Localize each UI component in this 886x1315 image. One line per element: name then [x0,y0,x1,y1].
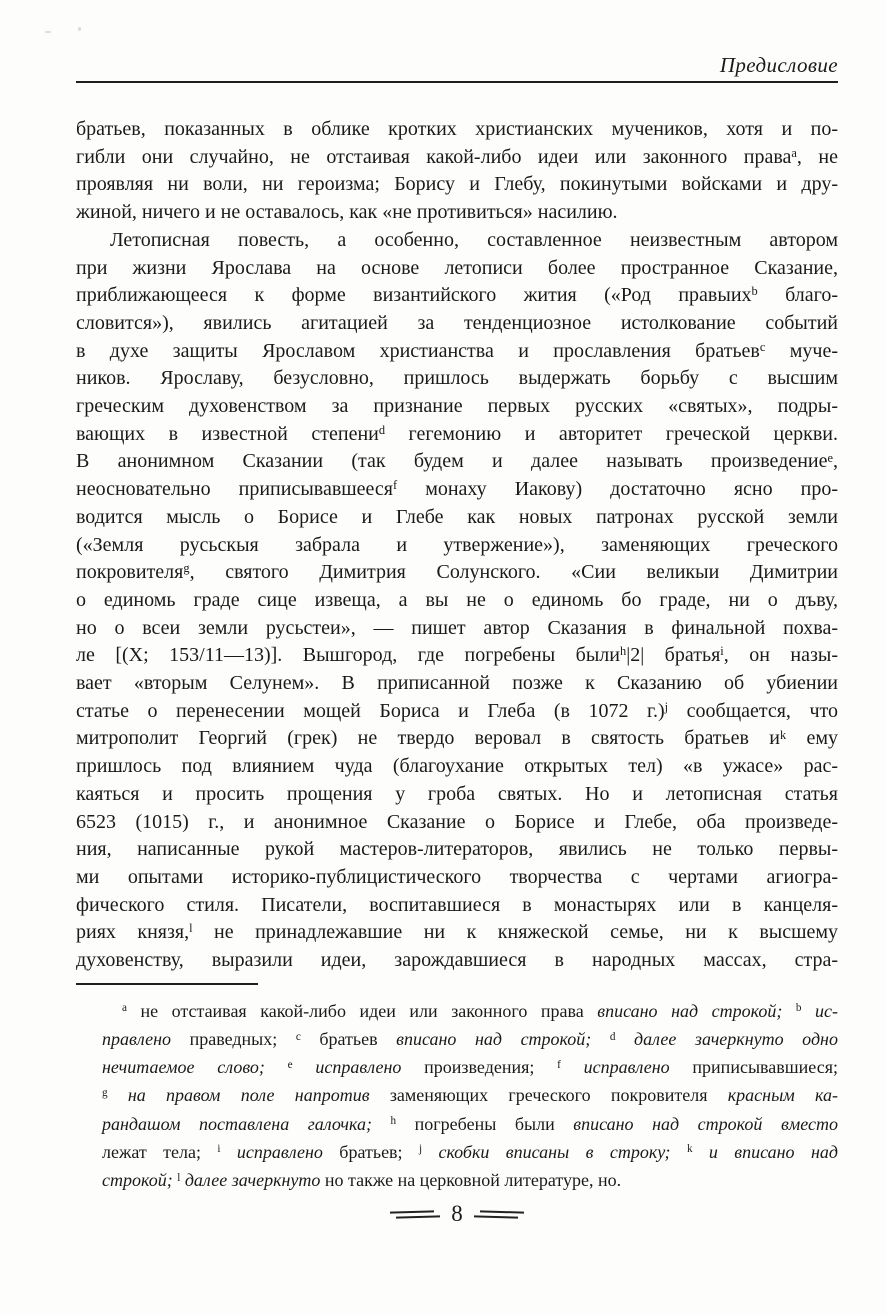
text-run: далее зачеркнуто одно [615,1029,838,1049]
footnote-marker: c [759,339,766,354]
text-line [76,532,838,560]
footnote-marker: b [795,1002,802,1015]
text-run: ему [786,727,838,750]
text-run: в духе защиты Ярославом христианства и прославления братьев [76,339,760,362]
text-line [102,1053,838,1081]
text-run: строкой; [102,1170,173,1191]
footnote-separator [76,983,258,985]
text-run: братьев, показанных в облике кротких христианских мучеников, хотя и по- [76,118,838,140]
text-run: ния, написанные рукой мастеров-литераторов, явились не только первы- [76,838,838,861]
text-line [76,781,838,809]
text-run: В анонимном Сказании (так будем и далее называть произведение [76,450,828,473]
text-run: вписано над строкой вместо [573,1113,838,1134]
text-run: духовенству, выразили идеи, зарождавшиеся в народных массах, стра- [76,949,838,972]
text-run: митрополит Георгий (грек) не твердо веровал в святость братьев и [76,727,780,750]
text-line [102,1025,838,1053]
scan-artifact [45,31,51,33]
footnote-marker: g [102,1087,108,1100]
text-run: ми опытами историко-публицистического творчества с чертами агиогра- [76,865,838,888]
text-run: |2| братья [626,644,721,667]
text-line [76,642,838,670]
text-line [76,559,838,587]
footnote-marker: g [183,561,190,576]
footnote-marker: h [619,644,627,659]
text-run: красным ка- [727,1085,838,1106]
text-run [671,1142,687,1162]
text-run: , он назы- [723,644,838,667]
text-run: но также на церковной литературе, но. [320,1170,622,1191]
text-run: братьев; [322,1141,419,1162]
header-rule [76,81,838,83]
footnote-marker: c [295,1030,301,1043]
page-number: 8 [451,1201,463,1227]
text-run: при жизни Ярослава на основе летописи более пространное Сказание, [76,256,838,279]
text-run: на правом поле напротив [107,1085,370,1106]
text-line [76,255,838,283]
text-run: вписано над строкой; [396,1029,592,1049]
text-run: проявляя ни воли, ни героизма; Борису и Глебу, покинутыми войсками и дру- [76,173,838,196]
text-run: исправлено [560,1057,670,1078]
text-line [76,836,838,864]
text-run: фического стиля. Писатели, воспитавшиеся в монастырях или в канцеля- [76,893,838,916]
text-run: о единомь граде сице извеща, а вы не о единомь бо граде, ни о дъву, [76,588,838,611]
footnote-marker: i [217,1143,221,1156]
text-run: лежат тела; [102,1141,218,1162]
text-run: жиной, ничего и не оставалось, как «не противиться» насилию. [76,201,618,224]
footnote-marker: k [686,1143,693,1156]
text-run: правлено [102,1029,172,1049]
text-run [782,1001,796,1021]
text-run: , не [796,145,838,168]
text-line [76,947,838,975]
text-run: водится мысль о Борисе и Глебе как новых патронах русской земли [76,505,838,528]
text-line [76,864,838,892]
footnote-marker: a [791,145,797,160]
footnote-marker: j [664,699,669,714]
page-content [76,0,838,1229]
text-line [102,997,838,1025]
footnote-marker: l [177,1171,181,1184]
running-title: Предисловие [719,53,838,77]
footnote-marker: e [287,1058,293,1071]
text-line [76,615,838,643]
text-run: словится»), явились агитацией за тенденциозное истолкование событий [76,311,838,334]
page-number-ornament-left-icon [390,1209,440,1219]
text-line [76,365,838,393]
text-run: ников. Ярославу, безусловно, пришлось выдержать борьбу с высшим [76,367,838,390]
text-run: неосновательно приписывавшееся [76,478,394,501]
text-run: («Земля русьскыя забрала и утвержение»), заменяющих греческого [76,533,838,556]
text-line [76,282,838,310]
text-line [76,698,838,726]
text-run: нечитаемое слово; [102,1057,265,1078]
text-run: но о всеи земли русьстеи», — пишет автор Сказания в финальной похва- [76,616,838,639]
text-line [76,504,838,532]
text-run: , святого Димитрия Солунского. «Сии великыи Димитрии [189,561,838,584]
text-run: покровителя [76,561,184,584]
text-run: , [833,450,838,473]
text-line [76,587,838,615]
text-run: 6523 (1015) г., и анонимное Сказание о Борисе и Глебе, оба произведе- [76,810,838,833]
text-line [76,116,838,144]
text-line [76,338,838,366]
text-line [76,892,838,920]
text-run: исправлено [220,1141,323,1162]
text-run [591,1029,610,1049]
text-run: ле [(X; 153/11—13)]. Вышгород, где погребены были [76,644,620,667]
text-run: не принадлежавшие ни к княжеской семье, ни к высшему [192,921,839,944]
text-run: исправлено [292,1057,402,1078]
text-run: и вписано над [692,1141,838,1162]
text-run: монаху Иакову) достаточно ясно про- [397,478,838,501]
text-line [76,199,838,227]
text-run: праведных; [171,1029,296,1049]
page-number-ornament-right-icon [474,1209,524,1219]
text-run: вписано над строкой; [597,1000,783,1021]
footnote-marker: b [751,284,758,299]
text-run: вающих в известной степени [76,422,379,445]
text-line [102,1110,838,1138]
footnote-marker: f [557,1058,561,1071]
text-run: не отстаивая какой-либо идеи или законного права [126,1000,598,1021]
footnote-marker: l [189,921,193,936]
text-line [76,448,838,476]
text-line [76,753,838,781]
text-run: произведения; [401,1057,558,1078]
text-run: статье о перенесении мощей Бориса и Глеба (в 1072 г.) [76,699,665,722]
text-line [76,393,838,421]
text-line [76,725,838,753]
text-line [102,1166,838,1194]
text-run: риях князя, [76,921,190,944]
footnote-marker: e [827,450,833,465]
text-line [76,670,838,698]
text-line [76,144,838,172]
text-run: ис- [801,1000,839,1021]
text-line [76,919,838,947]
text-run: приближающееся к форме византийского жития («Род правыих [76,284,752,307]
footnote-marker: h [390,1115,397,1128]
text-line [76,421,838,449]
text-run: греческим духовенством за признание первых русских «святых», подры- [76,395,838,418]
text-run [265,1057,288,1077]
text-run: погребены были [396,1113,574,1134]
text-line [76,227,838,255]
text-line [76,476,838,504]
footnote-marker: d [378,422,386,437]
text-run: Летописная повесть, а особенно, составленное неизвестным автором [110,228,838,251]
text-run: рандашом поставлена галочка; [102,1113,372,1134]
text-run: муче- [765,339,838,362]
page-number-row [76,1199,838,1229]
footnote-marker: f [393,478,398,493]
footnote-marker: i [720,644,724,659]
text-run: сообщается, что [668,699,838,722]
footnote-marker: d [609,1030,616,1043]
text-run: каяться и просить прощения у гроба святых. Но и летописная статья [76,782,838,805]
footnote-marker: j [418,1143,423,1156]
text-run: братьев [300,1029,397,1049]
footnote-marker: a [122,1002,127,1015]
text-run: гибли они случайно, не отстаивая какой-либо идеи или законного права [76,145,792,168]
text-run: заменяющих греческого покровителя [369,1085,728,1106]
text-run: скобки вписаны в строку; [422,1141,671,1162]
text-run: далее зачеркнуто [180,1170,321,1191]
text-line [76,310,838,338]
text-run: гегемонию и авторитет греческой церкви. [385,422,838,445]
text-run: приписывавшиеся; [669,1057,838,1078]
text-run: вает «вторым Селунем». В приписанной позже к Сказанию об убиении [76,672,838,695]
text-run: пришлось под влиянием чуда (благоухание открытых тел) «в ужасе» рас- [76,755,838,778]
footnotes-block [102,997,838,1194]
text-line [102,1081,838,1109]
text-line [76,171,838,199]
text-run: благо- [757,284,839,307]
text-line [76,809,838,837]
body-text [76,116,838,975]
text-line [102,1138,838,1166]
text-run [372,1114,391,1134]
footnote-marker: k [779,727,787,742]
